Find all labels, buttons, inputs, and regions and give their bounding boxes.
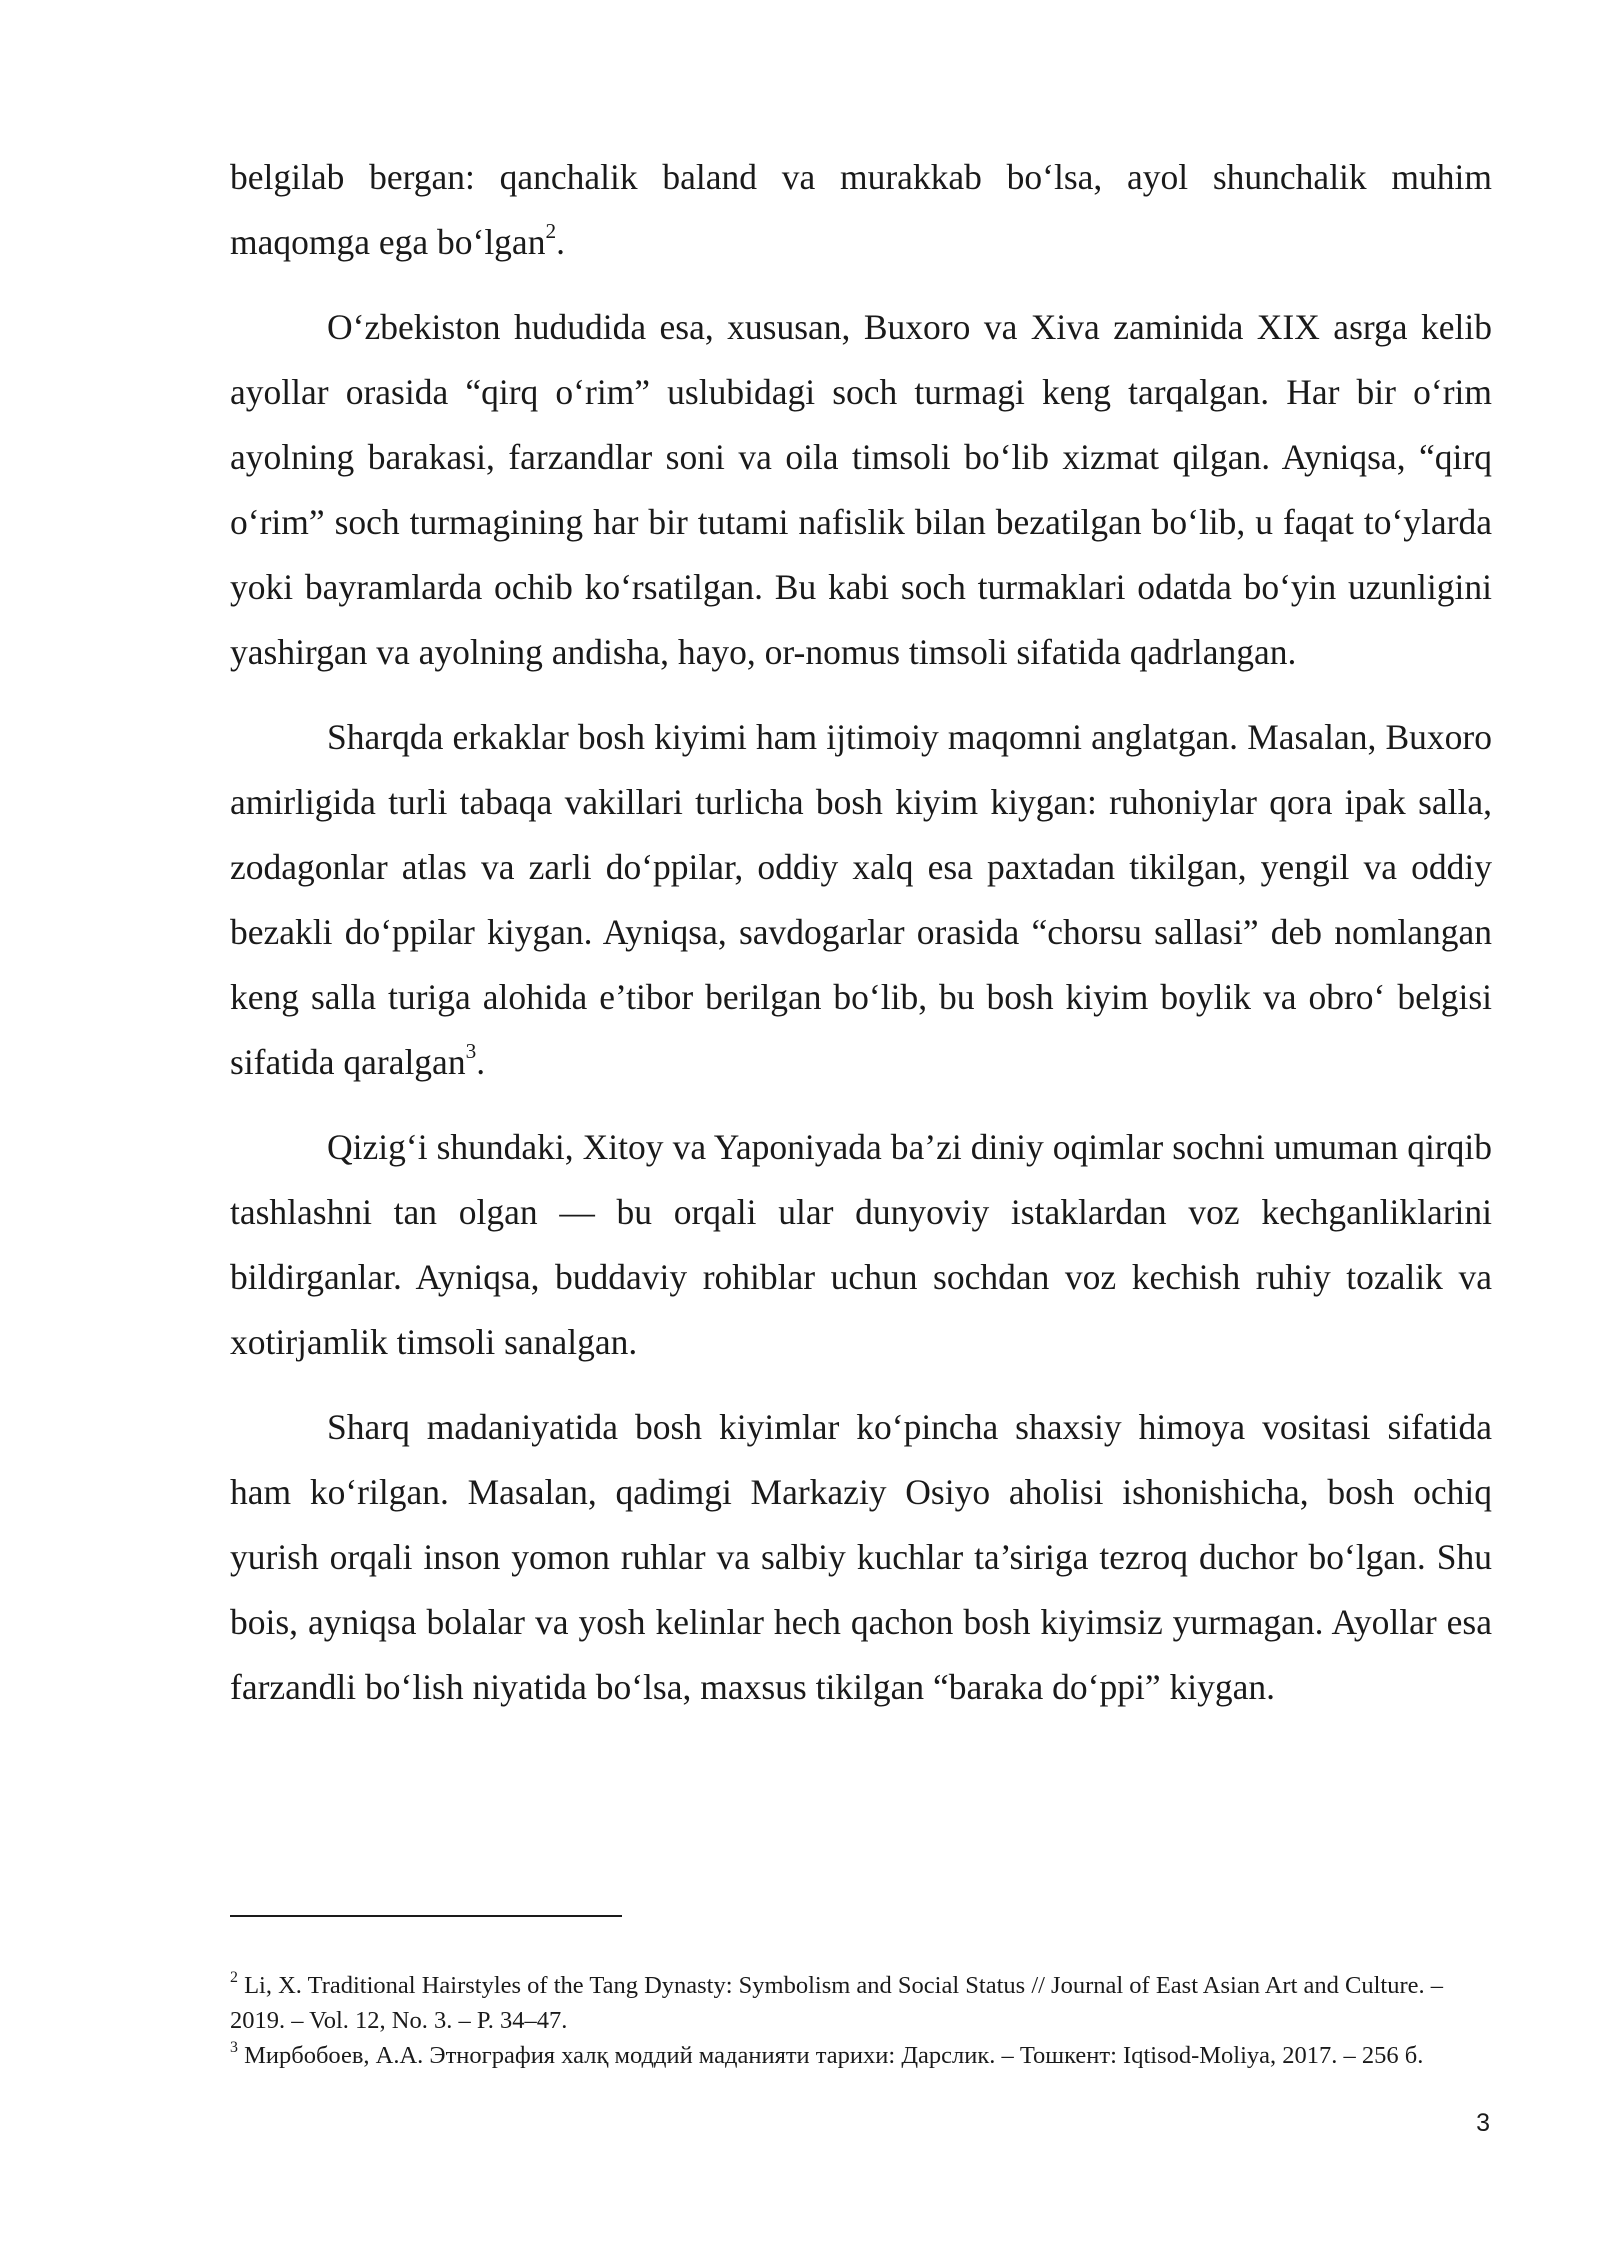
body-text — [230, 145, 1492, 1740]
paragraph-2 — [230, 705, 1492, 1095]
paragraph-4-text: Sharq madaniyatida bosh kiyimlar ko‘pincha shaxsiy himoya vositasi sifatida ham ko‘rilgan. Masalan, qadimgi Markaziy Osiyo aholisi ishonishicha, bosh ochiq yurish orqali inson yomon ruhlar va salbiy kuchlar ta’siriga tezroq duchor bo‘lgan. Shu bois, ayniqsa bolalar va yosh kelinlar hech qachon bosh kiyimsiz yurmagan. Ayollar esa farzandli bo‘lish niyatida bo‘lsa, maxsus tikilgan “baraka do‘ppi” kiygan. — [230, 1407, 1492, 1707]
footnote-2-text: Li, X. Traditional Hairstyles of the Tang Dynasty: Symbolism and Social Status // Journal of East Asian Art and Culture. – 2019. – Vol. 12, No. 3. – P. 34–47. — [230, 1972, 1443, 2034]
footnote-separator — [230, 1915, 622, 1917]
paragraph-1-text: O‘zbekiston hududida esa, xususan, Buxoro va Xiva zaminida XIX asrga kelib ayollar orasida “qirq o‘rim” uslubidagi soch turmagi keng tarqalgan. Har bir o‘rim ayolning barakasi, farzandlar soni va oila timsoli bo‘lib xizmat qilgan. Ayniqsa, “qirq o‘rim” soch turmagining har bir tutami nafislik bilan bezatilgan bo‘lib, u faqat to‘ylarda yoki bayramlarda ochib ko‘rsatilgan. Bu kabi soch turmaklari odatda bo‘yin uzunligini yashirgan va ayolning andisha, hayo, or-nomus timsoli sifatida qadrlangan. — [230, 307, 1492, 672]
paragraph-2-tail: . — [476, 1042, 486, 1082]
footnote-3 — [230, 2038, 1492, 2073]
footnote-3-text: Мирбобоев, А.А. Этнография халқ моддий маданияти тарихи: Дарслик. – Тошкент: Iqtisod-Moliya, 2017. – 256 б. — [244, 2042, 1424, 2069]
footnote-3-number: 3 — [230, 2038, 238, 2056]
footnote-2-number: 2 — [230, 1968, 238, 1986]
paragraph-3-text: Qizig‘i shundaki, Xitoy va Yaponiyada ba’zi diniy oqimlar sochni umuman qirqib tashlashni tan olgan — bu orqali ular dunyoviy istaklardan voz kechganliklarini bildirganlar. Ayniqsa, buddaviy rohiblar uchun sochdan voz kechish ruhiy tozalik va xotirjamlik timsoli sanalgan. — [230, 1127, 1492, 1362]
paragraph-2-text: Sharqda erkaklar bosh kiyimi ham ijtimoiy maqomni anglatgan. Masalan, Buxoro amirligida turli tabaqa vakillari turlicha bosh kiyim kiygan: ruhoniylar qora ipak salla, zodagonlar atlas va zarli do‘ppilar, oddiy xalq esa paxtadan tikilgan, yengil va oddiy bezakli do‘ppilar kiygan. Ayniqsa, savdogarlar orasida “chorsu sallasi” deb nomlangan keng salla turiga alohida e’tibor berilgan bo‘lib, bu bosh kiyim boylik va obro‘ belgisi sifatida qaralgan — [230, 717, 1492, 1082]
page-number: 3 — [1476, 2109, 1490, 2137]
footnote-2 — [230, 1968, 1492, 2038]
footnote-ref-2: 2 — [545, 219, 557, 244]
paragraph-0 — [230, 145, 1492, 275]
footnote-ref-3: 3 — [465, 1039, 477, 1064]
footnotes — [230, 1968, 1492, 2073]
paragraph-1 — [230, 295, 1492, 685]
paragraph-3 — [230, 1115, 1492, 1375]
paragraph-0-tail: . — [556, 222, 565, 262]
paragraph-4 — [230, 1395, 1492, 1720]
paragraph-0-text: belgilab bergan: qanchalik baland va murakkab bo‘lsa, ayol shunchalik muhim maqomga ega bo‘lgan — [230, 157, 1492, 262]
